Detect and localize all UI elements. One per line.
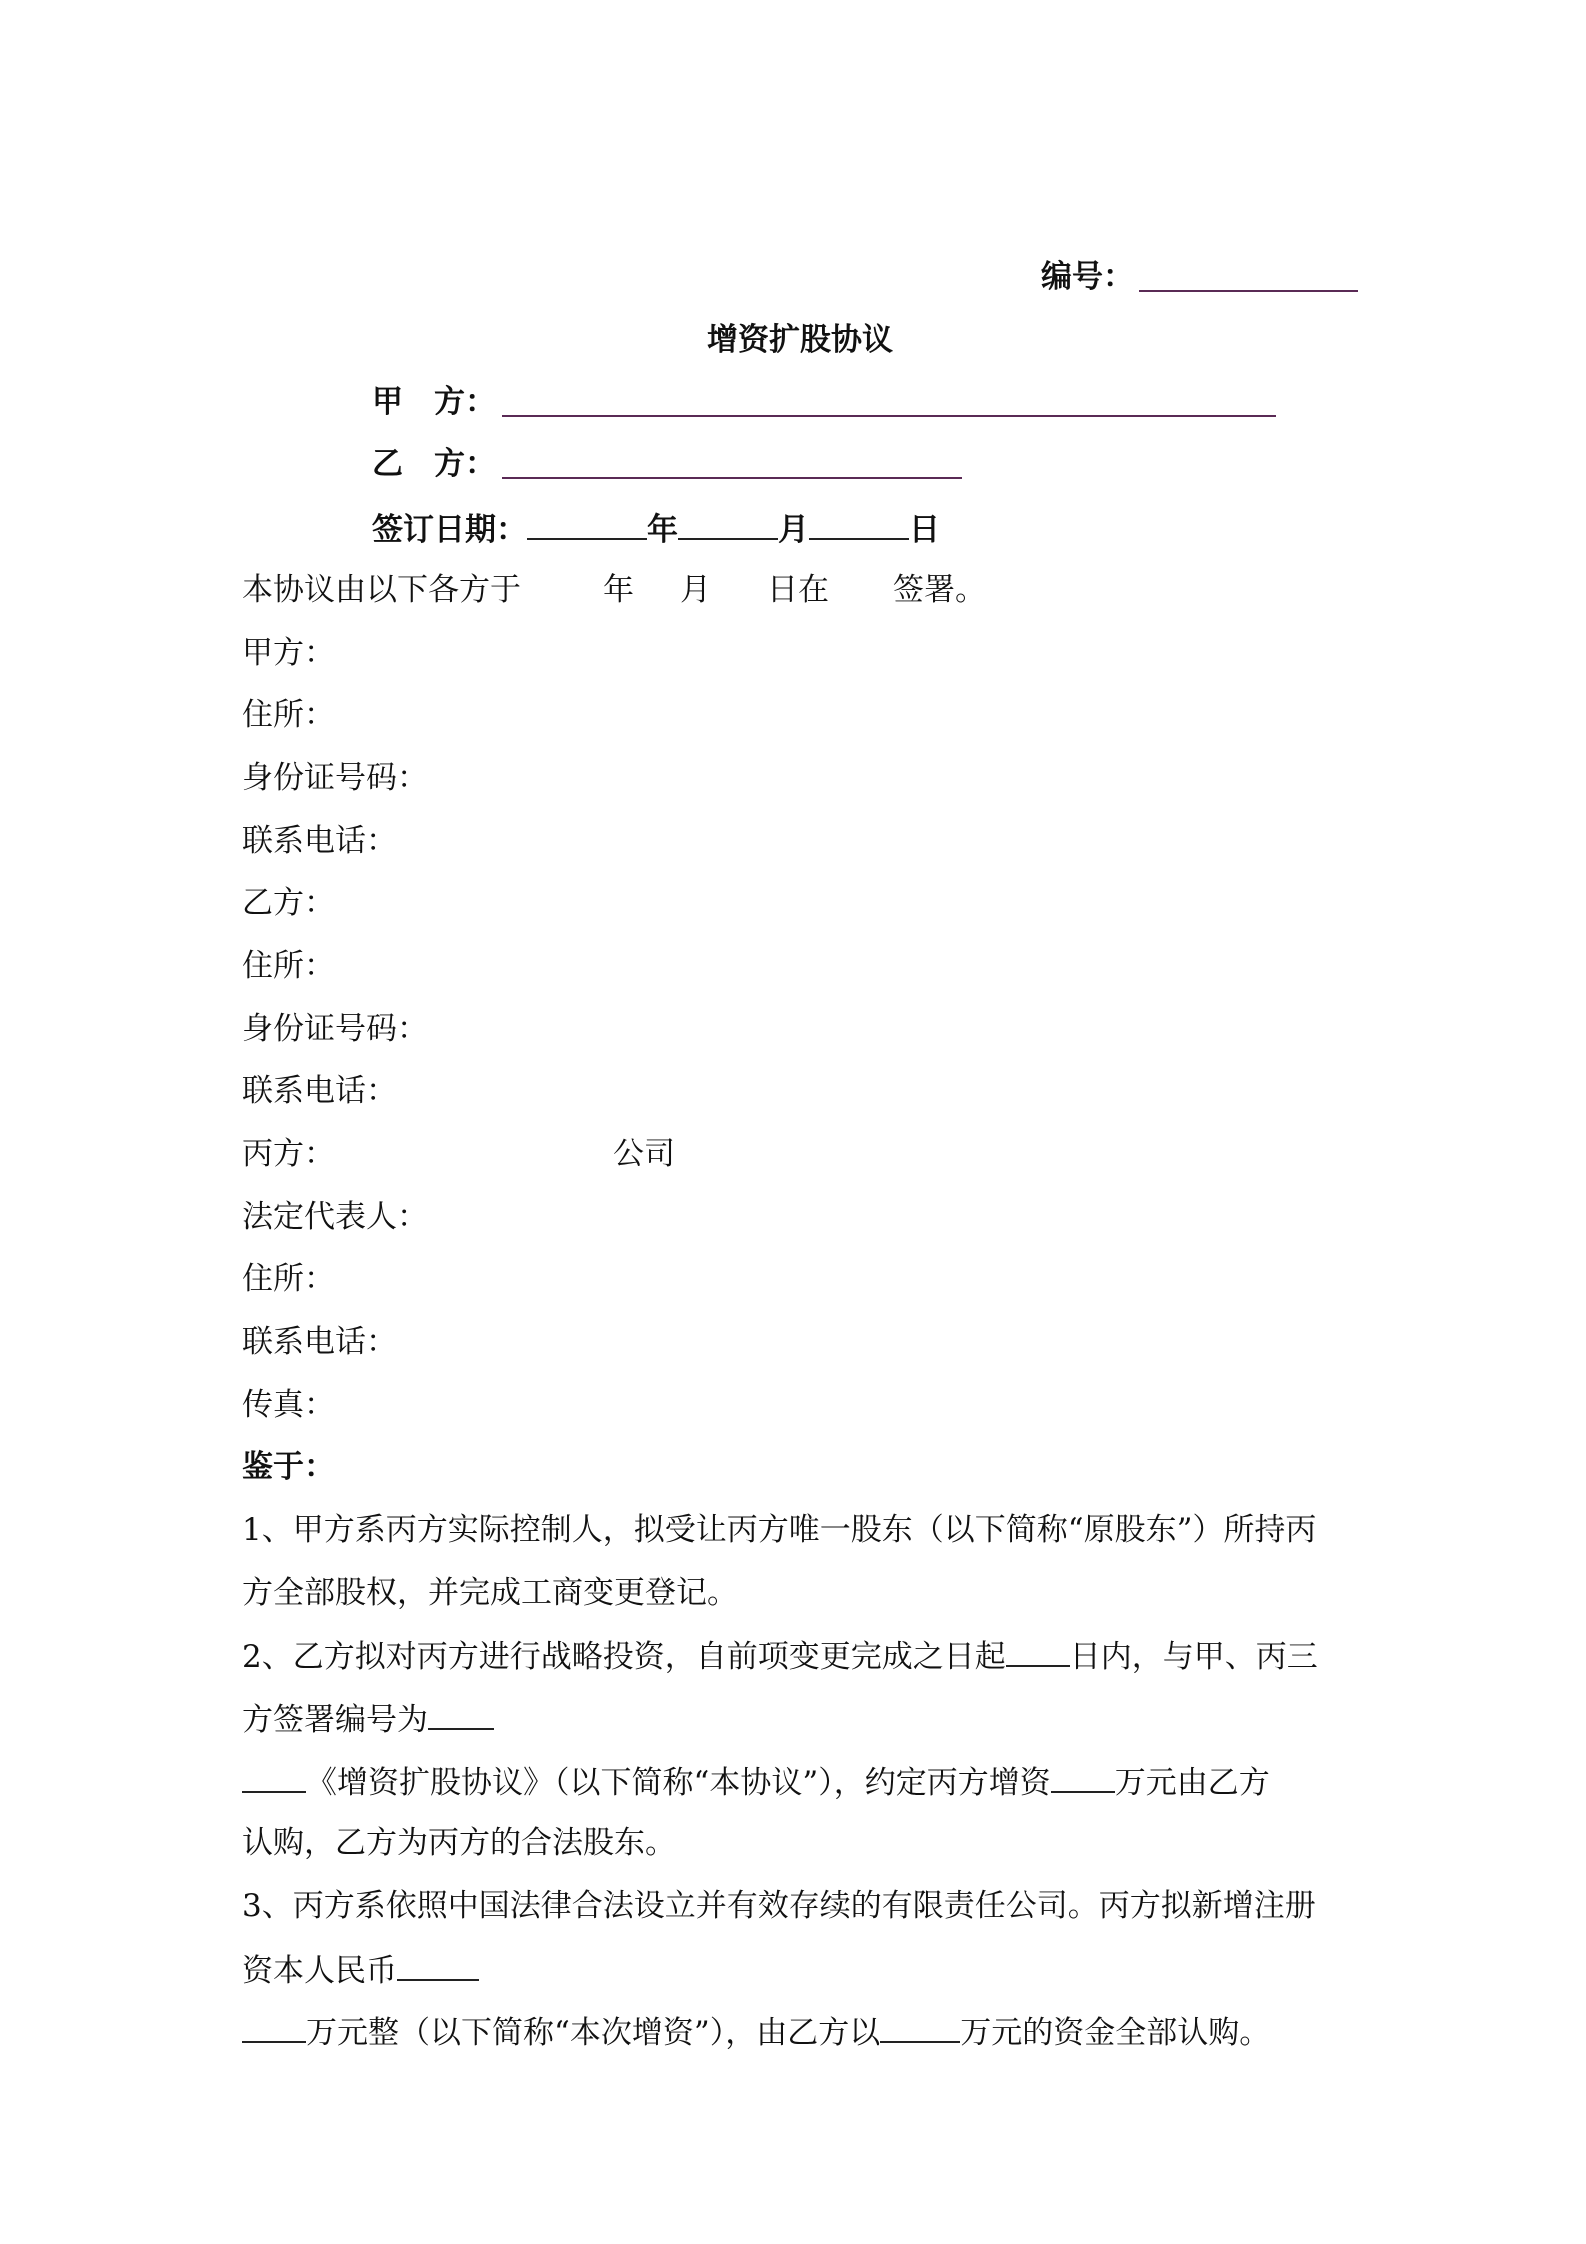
party-b-blank [502, 477, 962, 479]
clause-2-text-c: 方签署编号为 [242, 1702, 428, 1738]
increase-amount-blank [1051, 1761, 1115, 1793]
clause-3-line-1: 3、丙方系依照中国法律合法设立并有效存续的有限责任公司。丙方拟新增注册 [242, 1888, 1316, 1924]
party-c-legal-rep: 法定代表人： [242, 1199, 428, 1235]
party-b-address: 住所： [242, 948, 335, 984]
registered-capital-blank-2 [242, 2011, 306, 2043]
clause-2-line-4: 认购，乙方为丙方的合法股东。 [242, 1825, 676, 1861]
party-a-id: 身份证号码： [242, 760, 428, 796]
clause-2-line-3 [242, 1761, 1270, 1803]
party-b-label: 乙方： [242, 885, 335, 921]
party-a-blank [502, 415, 1276, 417]
party-b-phone: 联系电话： [242, 1073, 397, 1109]
clause-1-line-1: 1、甲方系丙方实际控制人，拟受让丙方唯一股东（以下简称“原股东”）所持丙 [242, 1512, 1317, 1548]
month-label: 月 [778, 512, 809, 548]
subscription-amount-blank [880, 2011, 960, 2043]
clause-2-text-a: 2、乙方拟对丙方进行战略投资，自前项变更完成之日起 [242, 1639, 1006, 1675]
number-blank [1139, 290, 1358, 292]
party-a-phone: 联系电话： [242, 823, 397, 859]
document-title: 增资扩股协议 [707, 322, 893, 358]
clause-2-line-2 [242, 1698, 494, 1740]
year-label: 年 [647, 512, 678, 548]
sign-date-row [372, 508, 940, 550]
party-a-address: 住所： [242, 697, 335, 733]
clause-2-line-1 [242, 1635, 1318, 1677]
intro-year: 年 [603, 572, 634, 608]
clause-1-line-2: 方全部股权，并完成工商变更登记。 [242, 1575, 738, 1611]
party-b-id: 身份证号码： [242, 1011, 428, 1047]
day-label: 日 [909, 512, 940, 548]
agreement-number-blank-2 [242, 1761, 306, 1793]
intro-month: 月 [680, 572, 711, 608]
clause-2-text-e: 万元由乙方 [1114, 1765, 1270, 1801]
clause-2-text-d: 《增资扩股协议》（以下简称“本协议”），约定丙方增资 [306, 1765, 1051, 1801]
clause-3-text-a: 资本人民币 [242, 1953, 397, 1989]
party-a-cover-label: 甲 方： [372, 384, 496, 420]
intro-prefix: 本协议由以下各方于 [242, 572, 521, 608]
party-c-label: 丙方： [242, 1136, 335, 1172]
party-c-phone: 联系电话： [242, 1324, 397, 1360]
party-b-cover-label: 乙 方： [372, 446, 496, 482]
days-blank [1006, 1635, 1070, 1667]
intro-day-at: 日在 [767, 572, 829, 608]
party-a-label: 甲方： [242, 635, 335, 671]
number-label: 编号： [1041, 259, 1134, 295]
registered-capital-blank [397, 1949, 479, 1981]
party-c-fax: 传真： [242, 1387, 335, 1423]
intro-line [242, 570, 986, 610]
clause-3-line-3 [242, 2011, 1270, 2053]
clause-2-text-b: 日内，与甲、丙三 [1069, 1639, 1318, 1675]
party-c-company: 公司 [613, 1136, 675, 1172]
party-c-address: 住所： [242, 1261, 335, 1297]
whereas-heading: 鉴于： [242, 1449, 335, 1485]
clause-3-text-b: 万元整（以下简称“本次增资”），由乙方以 [306, 2015, 881, 2051]
year-blank [527, 508, 647, 540]
intro-signed: 签署。 [893, 572, 986, 608]
month-blank [678, 508, 778, 540]
sign-date-label: 签订日期： [372, 512, 527, 548]
day-blank [809, 508, 909, 540]
clause-3-text-c: 万元的资金全部认购。 [960, 2015, 1271, 2051]
agreement-number-blank [428, 1698, 494, 1730]
clause-3-line-2 [242, 1949, 479, 1991]
